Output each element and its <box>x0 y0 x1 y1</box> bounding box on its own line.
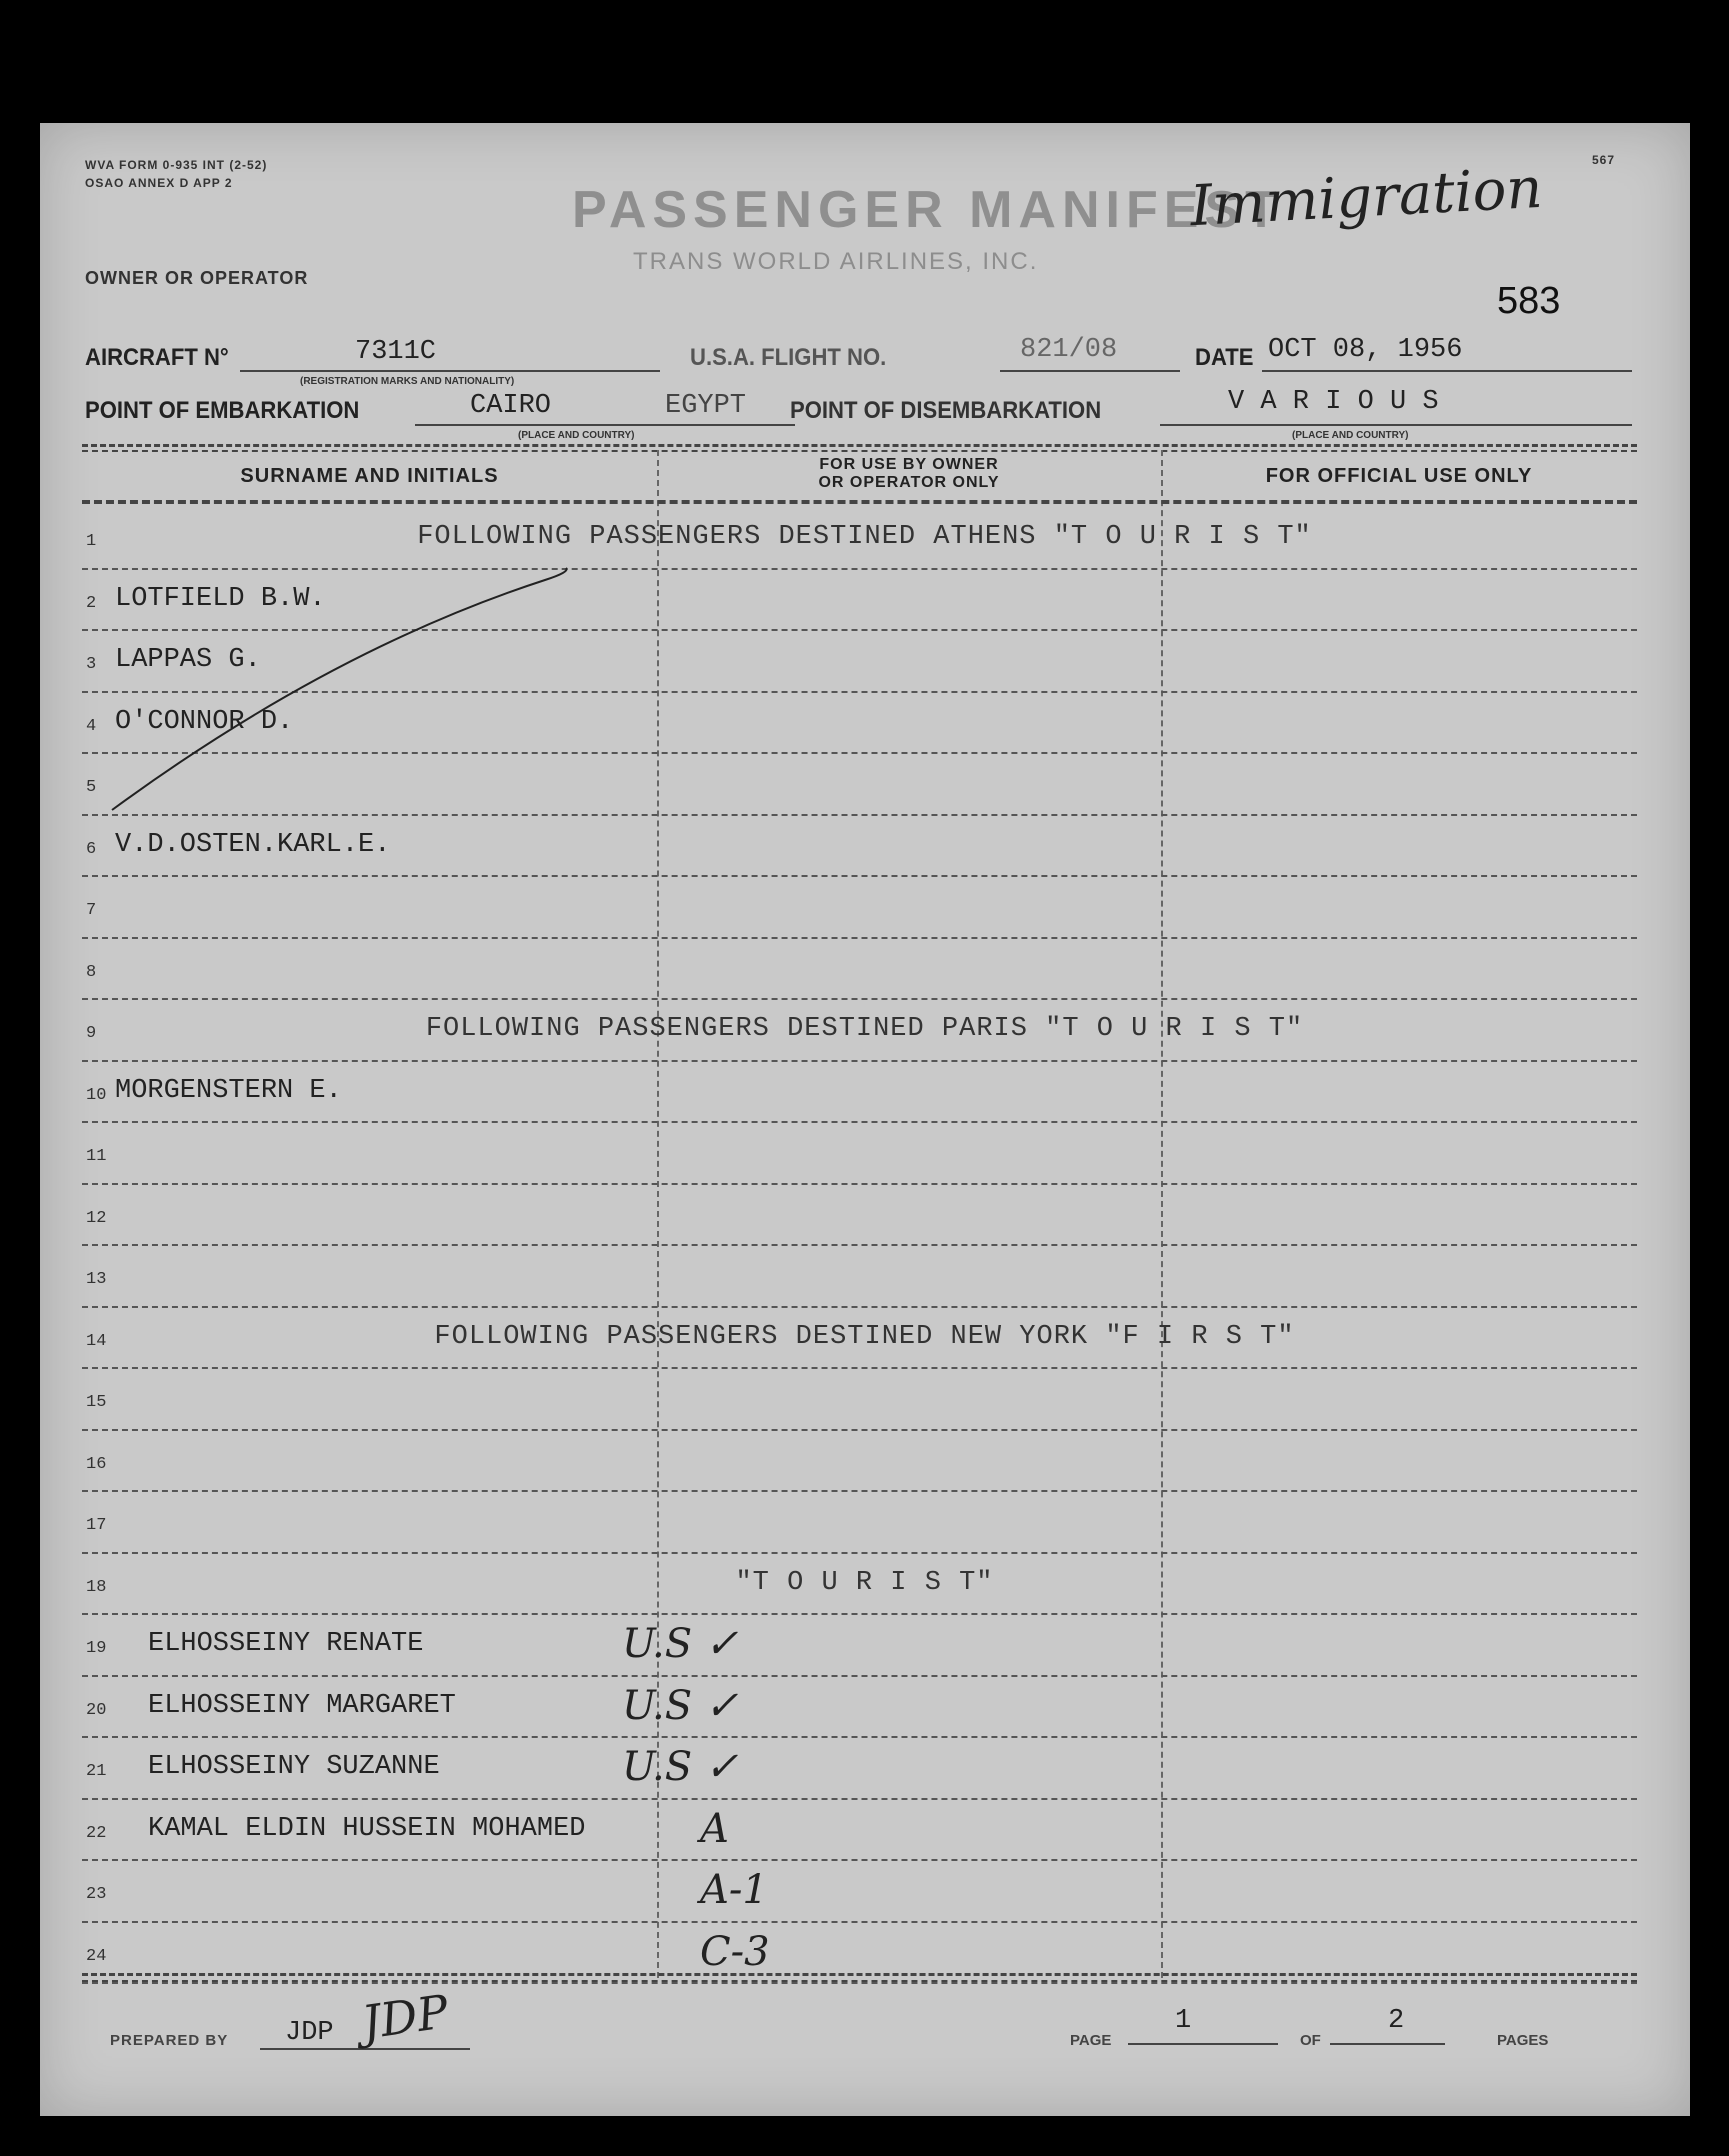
row-number: 24 <box>86 1946 107 1966</box>
row-number: 3 <box>86 655 97 674</box>
row-number: 5 <box>86 778 97 797</box>
row-number: 6 <box>86 839 97 859</box>
official-mark: U.S ✓ <box>622 1682 739 1729</box>
row-number: 23 <box>86 1885 107 1904</box>
of-value: 2 <box>1388 2006 1405 2036</box>
row-number: 4 <box>86 716 97 736</box>
prepared-by-value: JDP <box>285 2018 334 2048</box>
official-mark: U.S ✓ <box>622 1621 739 1667</box>
table-bottom-rule-2 <box>82 1980 1637 1982</box>
aircraft-label: AIRCRAFT N° <box>85 344 229 371</box>
official-mark: C-3 <box>700 1928 770 1975</box>
row-number: 11 <box>86 1147 107 1166</box>
owner-label: OWNER OR OPERATOR <box>85 268 309 288</box>
flight-label: U.S.A. FLIGHT NO. <box>690 344 887 371</box>
destination-heading: FOLLOWING PASSENGERS DESTINED ATHENS "T O U R I S T" <box>417 522 1312 552</box>
passenger-name: ELHOSSEINY RENATE <box>148 1629 424 1659</box>
row-number: 19 <box>86 1639 107 1658</box>
surname-column-header: SURNAME AND INITIALS <box>240 465 499 487</box>
pages-label: PAGES <box>1497 2032 1549 2049</box>
official-mark: U.S ✓ <box>622 1744 739 1790</box>
handwritten-note: Immigration <box>1188 155 1544 240</box>
row-number: 12 <box>86 1208 107 1228</box>
row-number: 18 <box>86 1577 107 1597</box>
official-mark: A <box>700 1805 729 1852</box>
flight-value: 821/08 <box>1020 335 1118 365</box>
passenger-name: ELHOSSEINY SUZANNE <box>148 1752 440 1782</box>
registration-caption: (REGISTRATION MARKS AND NATIONALITY) <box>300 376 515 387</box>
passenger-name: LOTFIELD B.W. <box>115 583 326 614</box>
date-value: OCT 08, 1956 <box>1268 335 1463 365</box>
form-id-line-1: WVA FORM 0-935 INT (2-52) <box>85 158 268 172</box>
corner-code: 567 <box>1592 153 1616 167</box>
row-number: 9 <box>86 1024 97 1043</box>
embarkation-city: CAIRO <box>470 391 552 421</box>
disembarkation-value: V A R I O U S <box>1228 387 1439 417</box>
destination-heading: FOLLOWING PASSENGERS DESTINED PARIS "T O U R I S T" <box>425 1014 1304 1044</box>
embarkation-country: EGYPT <box>665 391 747 421</box>
airline-name: TRANS WORLD AIRLINES, INC. <box>633 248 1039 275</box>
page-label: PAGE <box>1070 2032 1112 2049</box>
page-underline <box>1128 2043 1278 2045</box>
form-id-line-2: OSAO ANNEX D APP 2 <box>85 176 233 190</box>
passenger-name: O'CONNOR D. <box>115 706 294 737</box>
passenger-name: KAMAL ELDIN HUSSEIN MOHAMED <box>148 1813 586 1844</box>
row-number: 22 <box>86 1823 107 1843</box>
passenger-name: V.D.OSTEN.KARL.E. <box>115 829 391 860</box>
row-number: 8 <box>86 962 97 982</box>
row-number: 10 <box>86 1085 107 1105</box>
row-number: 14 <box>86 1331 107 1351</box>
table-bottom-rule <box>82 1973 1637 1976</box>
preparer-initials: JDP <box>358 1984 452 2050</box>
row-number: 7 <box>86 901 97 920</box>
sheet-number: 583 <box>1497 280 1561 322</box>
row-number: 13 <box>86 1270 107 1289</box>
embarkation-label: POINT OF EMBARKATION <box>85 397 360 424</box>
disembarkation-label: POINT OF DISEMBARKATION <box>790 397 1102 424</box>
row-number: 21 <box>86 1762 107 1781</box>
prepared-by-label: PREPARED BY <box>110 2032 229 2049</box>
of-label: OF <box>1300 2032 1321 2049</box>
destination-heading: FOLLOWING PASSENGERS DESTINED NEW YORK "F I R S T" <box>434 1321 1295 1352</box>
owner-column-header-2: OR OPERATOR ONLY <box>818 474 1000 491</box>
passenger-name: MORGENSTERN E. <box>115 1075 342 1106</box>
owner-column-header-1: FOR USE BY OWNER <box>819 456 999 473</box>
aircraft-value: 7311C <box>355 337 437 367</box>
form-title: PASSENGER MANIFEST <box>572 181 1283 239</box>
row-number: 16 <box>86 1454 107 1474</box>
disembarkation-caption: (PLACE AND COUNTRY) <box>1292 430 1409 441</box>
embarkation-caption: (PLACE AND COUNTRY) <box>518 430 635 441</box>
official-column-header: FOR OFFICIAL USE ONLY <box>1265 465 1533 487</box>
row-number: 2 <box>86 593 97 613</box>
official-mark: A-1 <box>700 1867 768 1913</box>
of-underline <box>1330 2043 1445 2045</box>
row-number: 1 <box>86 532 97 551</box>
destination-heading: "T O U R I S T" <box>735 1567 994 1598</box>
date-label: DATE <box>1195 344 1254 371</box>
row-number: 17 <box>86 1516 107 1535</box>
passenger-name: LAPPAS G. <box>115 645 261 675</box>
passenger-name: ELHOSSEINY MARGARET <box>148 1690 456 1721</box>
row-number: 15 <box>86 1393 107 1412</box>
row-number: 20 <box>86 1700 107 1720</box>
page-value: 1 <box>1175 2006 1192 2036</box>
